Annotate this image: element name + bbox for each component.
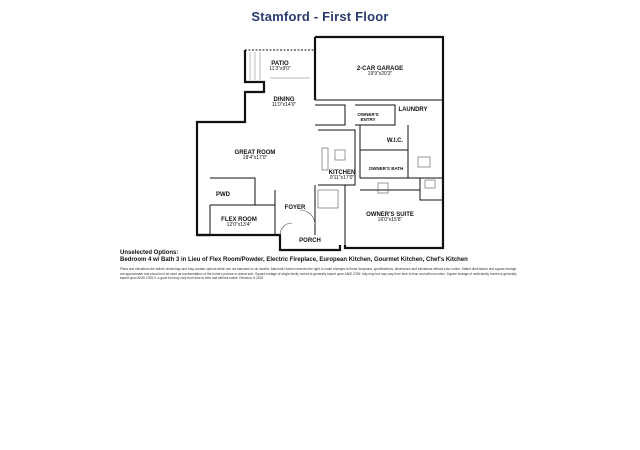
room-laundry: LAUNDRY xyxy=(398,107,428,113)
room-wic: W.I.C. xyxy=(386,138,404,144)
room-patio: PATIO 11'3"x9'0" xyxy=(269,61,291,73)
room-owners-bath: OWNER'S BATH xyxy=(368,166,404,171)
room-porch: PORCH xyxy=(299,238,321,244)
notes xyxy=(120,250,520,280)
room-pwd: PWD xyxy=(216,192,230,198)
room-foyer: FOYER xyxy=(284,205,306,211)
room-dining: DINING 11'0"x14'0" xyxy=(271,97,297,109)
room-great-room: GREAT ROOM 18'4"x17'0" xyxy=(234,150,276,162)
room-garage: 2-CAR GARAGE 19'9"x20'3" xyxy=(356,66,404,78)
options-heading: Unselected Options: xyxy=(120,250,179,256)
room-kitchen: KITCHEN 9'11"x17'0" xyxy=(328,170,356,182)
options-text: Bedroom 4 w/ Bath 3 in Lieu of Flex Room/Powder, Electric Fireplace, European Kitchen, Gourmet Kitchen, Chef's Kitchen xyxy=(120,257,468,264)
disclaimer: Plans and elevations are artist's renderings and may contain options which are not standard on all models. Maronda Homes reserves the right to make changes to these floorplans, specifications, dimensions and elevations without prior notice. Stated dimensions and square footage are approximate and should not be used as representation of the home's precise or actual size. Square footage of single family homes is generally based upon ANSI Z765; fully may but may vary from time to time and without notice. Square footage of multi-family homes is generally based upon ANSI Z765-3; a good but may vary from time to time and without notice. Revision: 8.2023 xyxy=(120,267,517,280)
page-title: Stamford - First Floor xyxy=(251,9,389,24)
room-owners-entry: OWNER'S ENTRY xyxy=(357,112,379,122)
room-flex: FLEX ROOM 12'0"x13'4" xyxy=(221,217,257,229)
room-owners-suite: OWNER'S SUITE 16'0"x15'8" xyxy=(366,212,414,224)
